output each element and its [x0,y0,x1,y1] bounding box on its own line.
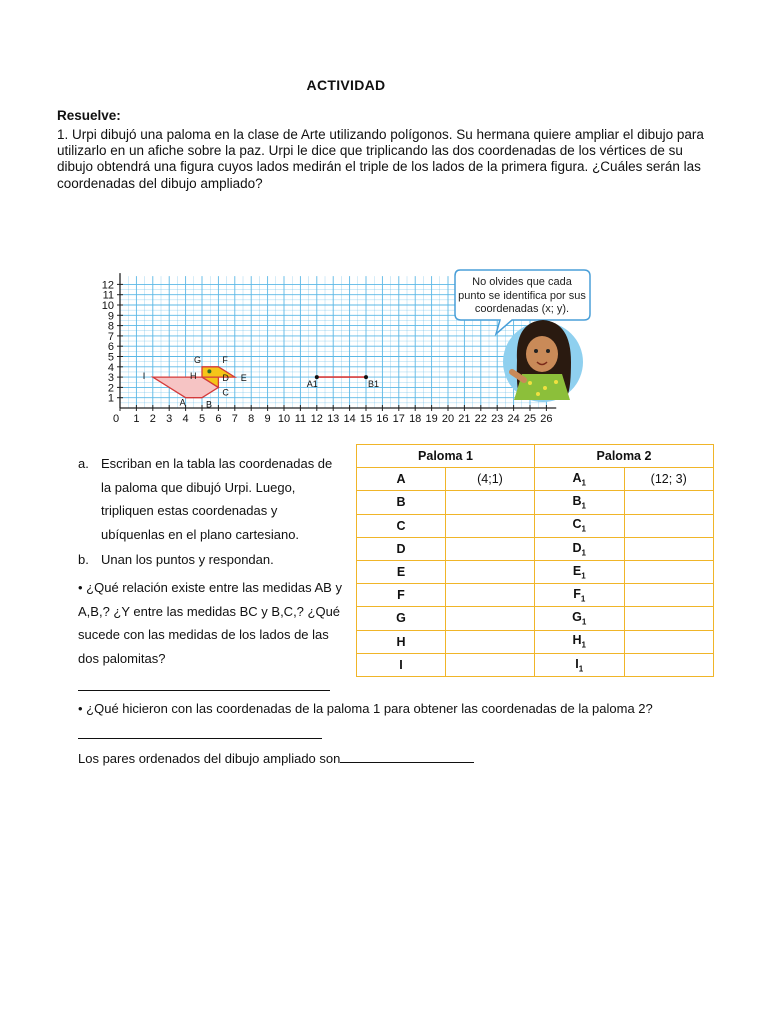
x-tick-label: 24 [507,413,520,425]
x-tick-label: 7 [231,413,238,425]
paloma1-coordinate[interactable] [446,537,535,560]
header-paloma-2: Paloma 2 [535,445,714,468]
x-tick-label: 17 [392,413,405,425]
answer-line-1[interactable] [78,690,330,691]
paloma2-point: $H_1$ [535,630,625,653]
table-row [357,607,714,630]
y-tick-label: 4 [107,361,114,374]
y-tick-label: 9 [107,310,114,323]
page-title: ACTIVIDAD [306,77,386,93]
paloma2-coordinate[interactable] [624,491,714,514]
coordinate-plane [0,0,768,440]
paloma2-coordinate[interactable] [624,537,714,560]
paloma2-coordinate[interactable] [624,653,714,676]
paloma2-point: $C_1$ [535,514,625,537]
table-row [357,584,714,607]
x-tick-label: 3 [166,413,173,425]
paloma1-point: B [357,491,446,514]
y-tick-label: 5 [107,351,114,364]
paloma1-point: C [357,514,446,537]
answer-blank[interactable] [340,752,474,763]
paloma1-coordinate[interactable] [446,630,535,653]
vertex-label-b: B [206,399,213,410]
speech-bubble-text: No olvides que cada punto se identifica por sus coordenadas (x; y). [458,276,586,315]
paloma1-coordinate[interactable] [446,607,535,630]
coordinates-table [356,444,714,677]
paloma1-coordinate[interactable] [446,560,535,583]
table-row [357,468,714,491]
y-tick-label: 11 [102,289,114,302]
x-tick-label: 26 [540,413,553,425]
paloma1-point: I [357,653,446,676]
paloma1-coordinate[interactable] [446,514,535,537]
paloma1-coordinate[interactable] [446,653,535,676]
vertex-label-a: A [179,397,186,408]
paloma2-point: $I_1$ [535,653,625,676]
girl-face [526,336,558,372]
paloma1-point: G [357,607,446,630]
paloma1-coordinate[interactable]: (4;1) [446,468,535,491]
problem-statement: 1. Urpi dibujó una paloma en la clase de Arte utilizando polígonos. Su hermana quiere ampliar el dibujo para utilizarlo en un afiche sobre la paz. Urpi le dice que triplicando las dos coordenadas de los vértices de su dibujo obtendrá una figura cuyos lados medirán el triple de los lados de la primera figura. ¿Cuáles serán las coordenadas del dibujo ampliado? [57,127,704,191]
table-row [357,514,714,537]
paloma1-point: E [357,560,446,583]
x-tick-label: 9 [264,413,271,425]
x-tick-label: 10 [277,413,291,425]
x-tick-label: 8 [248,413,255,425]
y-tick-label: 8 [107,320,114,333]
section-heading: Resuelve: [57,108,121,123]
paloma2-coordinate[interactable] [624,584,714,607]
y-tick-label: 12 [101,279,114,292]
paloma1-point: D [357,537,446,560]
paloma2-point: $A_1$ [535,468,625,491]
x-tick-label: 23 [491,413,504,425]
paloma2-coordinate[interactable] [624,630,714,653]
vertex-label-g: G [194,354,202,365]
dove-eye [207,369,211,373]
x-tick-label: 5 [198,413,206,425]
y-tick-label: 10 [101,300,114,312]
segment-label-b1: B1 [368,379,380,390]
table-row [357,537,714,560]
girl-eye-left [534,349,538,353]
vertex-label-e: E [240,373,247,384]
instruction-b: b. Unan los puntos y respondan. [78,552,274,567]
girl-eye-right [546,349,550,353]
y-tick-label: 7 [107,330,114,343]
table-row [357,630,714,653]
paloma2-point: $B_1$ [535,491,625,514]
table-row [357,653,714,676]
vertex-label-d: D [222,373,229,384]
paloma2-coordinate[interactable] [624,607,714,630]
paloma1-point: H [357,630,446,653]
segment-label-a1: A1 [306,379,318,390]
final-statement: Los pares ordenados del dibujo ampliado son [78,751,474,766]
paloma2-point: $E_1$ [535,560,625,583]
y-tick-label: 2 [107,382,114,395]
vertex-label-h: H [190,371,197,382]
header-paloma-1: Paloma 1 [357,445,535,468]
x-tick-label: 22 [474,413,487,425]
x-tick-label: 15 [359,413,373,425]
vertex-label-c: C [222,387,229,398]
y-tick-label: 3 [107,372,114,385]
paloma2-point: $D_1$ [535,537,625,560]
x-tick-label: 20 [441,413,455,425]
paloma1-coordinate[interactable] [446,584,535,607]
x-tick-label: 0 [112,413,120,425]
paloma2-coordinate[interactable]: (12; 3) [624,468,714,491]
x-tick-label: 21 [458,413,471,425]
paloma1-point: F [357,584,446,607]
y-tick-label: 1 [107,392,114,405]
x-tick-label: 6 [215,413,222,425]
question-1: • ¿Qué relación existe entre las medidas AB y A,B,? ¿Y entre las medidas BC y B,C,? ¿Qué sucede con las medidas de los lados de las dos palomitas? [78,580,342,666]
paloma2-point: $G_1$ [535,607,625,630]
question-2: • ¿Qué hicieron con las coordenadas de la paloma 1 para obtener las coordenadas de la paloma 2? [78,701,653,716]
vertex-label-i: I [142,371,146,382]
x-tick-label: 16 [376,413,389,425]
paloma2-point: $F_1$ [535,584,625,607]
x-tick-label: 4 [182,413,189,425]
x-tick-label: 2 [149,413,156,425]
x-tick-label: 14 [343,413,356,425]
x-tick-label: 25 [523,413,537,425]
x-tick-label: 18 [409,413,422,425]
x-tick-label: 1 [133,413,140,425]
answer-line-2[interactable] [78,738,322,739]
x-tick-label: 12 [310,413,323,425]
x-tick-label: 19 [425,413,438,425]
paloma2-coordinate[interactable] [624,560,714,583]
y-tick-label: 6 [107,341,114,354]
x-tick-label: 13 [327,413,340,425]
paloma1-coordinate[interactable] [446,491,535,514]
x-tick-label: 11 [294,413,307,425]
paloma2-coordinate[interactable] [624,514,714,537]
vertex-label-f: F [222,354,228,365]
instruction-a: a. Escriban en la tabla las coordenadas de la paloma que dibujó Urpi. Luego, tripliquen estas coordenadas y ubíquenlas en el plano cartesiano. [78,456,333,542]
paloma1-point: A [357,468,446,491]
table-row [357,560,714,583]
table-row [357,491,714,514]
